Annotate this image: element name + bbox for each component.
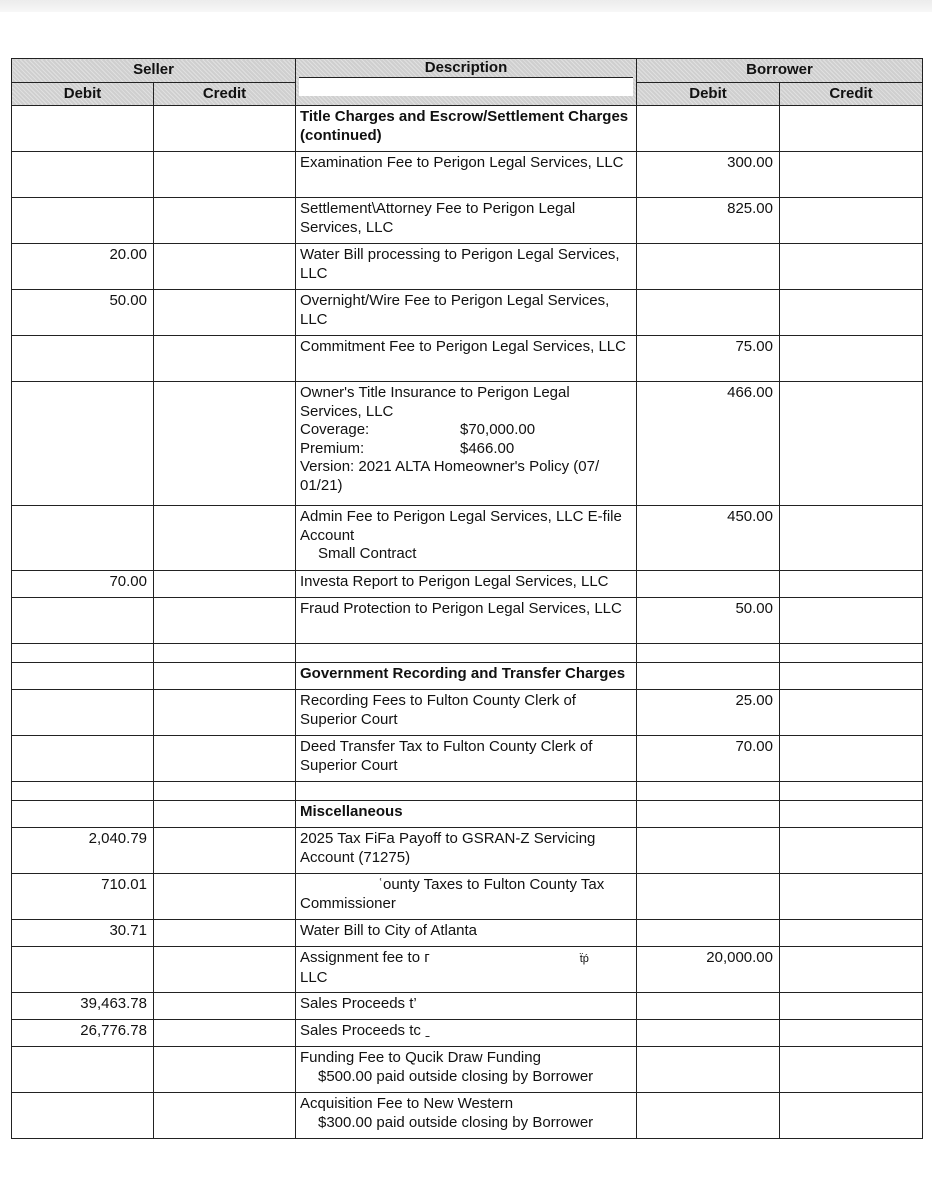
borrower-debit-cell <box>637 801 780 828</box>
borrower-debit-cell: 70.00 <box>637 736 780 782</box>
seller-debit-cell: 710.01 <box>12 874 154 920</box>
table-row <box>12 598 923 644</box>
seller-credit-cell <box>154 993 296 1020</box>
seller-debit-cell <box>12 198 154 244</box>
seller-debit-cell <box>12 736 154 782</box>
description-cell: Sales Proceeds tc ˍ <box>296 1020 637 1047</box>
borrower-debit-cell <box>637 1020 780 1047</box>
description-cell: Examination Fee to Perigon Legal Services, LLC <box>296 152 637 198</box>
description-cell: Recording Fees to Fulton County Clerk of Superior Court <box>296 690 637 736</box>
seller-debit-cell: 30.71 <box>12 920 154 947</box>
seller-debit-cell <box>12 1047 154 1093</box>
description-cell: Fraud Protection to Perigon Legal Services, LLC <box>296 598 637 644</box>
table-row <box>12 244 923 290</box>
coverage-value: $70,000.00 <box>460 421 536 438</box>
borrower-credit-cell <box>780 663 923 690</box>
table-row <box>12 198 923 244</box>
description-cell: 2025 Tax FiFa Payoff to GSRAN-Z Servicing Account (71275) <box>296 828 637 874</box>
seller-debit-cell <box>12 598 154 644</box>
borrower-credit-cell <box>780 1047 923 1093</box>
borrower-credit-cell <box>780 993 923 1020</box>
scan-top-edge <box>0 0 932 12</box>
blank-row <box>12 644 923 663</box>
borrower-debit-cell <box>637 571 780 598</box>
borrower-credit-cell <box>780 290 923 336</box>
section-heading: Title Charges and Escrow/Settlement Charges (continued) <box>296 106 637 152</box>
seller-debit-cell: 50.00 <box>12 290 154 336</box>
table-row <box>12 874 923 920</box>
description-text-fragment: ẗṕ <box>579 953 589 965</box>
seller-header: Seller <box>12 59 296 83</box>
borrower-debit-cell: 466.00 <box>637 382 780 506</box>
description-text-visible: ʿounty Taxes to Fulton County Tax <box>378 876 605 893</box>
blank-row <box>12 782 923 801</box>
borrower-credit-cell <box>780 920 923 947</box>
seller-debit-cell: 20.00 <box>12 244 154 290</box>
table-row <box>12 106 923 152</box>
seller-debit-cell: 2,040.79 <box>12 828 154 874</box>
seller-debit-cell <box>12 152 154 198</box>
seller-credit-cell <box>154 690 296 736</box>
description-cell: Investa Report to Perigon Legal Services, LLC <box>296 571 637 598</box>
borrower-debit-cell <box>637 106 780 152</box>
seller-credit-cell <box>154 152 296 198</box>
table-row <box>12 993 923 1020</box>
description-cell <box>296 874 637 920</box>
borrower-credit-cell <box>780 874 923 920</box>
policy-version: Version: 2021 ALTA Homeowner's Policy (07/ 01/21) <box>300 458 600 494</box>
borrower-credit-cell <box>780 198 923 244</box>
borrower-credit-cell <box>780 336 923 382</box>
borrower-credit-cell <box>780 1093 923 1139</box>
seller-debit-cell <box>12 947 154 993</box>
description-note: Small Contract <box>318 545 417 562</box>
borrower-credit-cell <box>780 801 923 828</box>
borrower-credit-header: Credit <box>780 82 923 106</box>
coverage-label: Coverage: <box>300 421 370 438</box>
seller-debit-cell: 26,776.78 <box>12 1020 154 1047</box>
seller-credit-cell <box>154 1093 296 1139</box>
borrower-credit-cell <box>780 152 923 198</box>
seller-debit-cell <box>12 106 154 152</box>
description-cell <box>296 506 637 571</box>
borrower-credit-cell <box>780 106 923 152</box>
table-row <box>12 506 923 571</box>
borrower-debit-cell: 825.00 <box>637 198 780 244</box>
seller-debit-cell <box>12 1093 154 1139</box>
description-note: $300.00 paid outside closing by Borrower <box>318 1113 594 1131</box>
table-row <box>12 336 923 382</box>
borrower-debit-cell <box>637 874 780 920</box>
borrower-debit-cell <box>637 828 780 874</box>
table-row <box>12 736 923 782</box>
borrower-credit-cell <box>780 571 923 598</box>
description-cell: Sales Proceeds t’ <box>296 993 637 1020</box>
seller-debit-cell <box>12 801 154 828</box>
borrower-debit-cell <box>637 920 780 947</box>
borrower-credit-cell <box>780 947 923 993</box>
description-cell: Overnight/Wire Fee to Perigon Legal Services, LLC <box>296 290 637 336</box>
seller-credit-cell <box>154 874 296 920</box>
redaction-mark <box>300 877 378 893</box>
description-text <box>300 876 632 895</box>
premium-label: Premium: <box>300 439 365 457</box>
description-cell <box>296 382 637 506</box>
borrower-header: Borrower <box>637 59 923 83</box>
description-text: Funding Fee to Qucik Draw Funding <box>300 1049 541 1066</box>
description-note: $500.00 paid outside closing by Borrower <box>318 1067 594 1085</box>
borrower-debit-cell <box>637 290 780 336</box>
borrower-credit-cell <box>780 690 923 736</box>
borrower-debit-cell <box>637 244 780 290</box>
seller-credit-cell <box>154 663 296 690</box>
redaction-mark <box>430 950 580 966</box>
seller-debit-cell <box>12 336 154 382</box>
description-text: Acquisition Fee to New Western <box>300 1095 514 1112</box>
description-cell: Water Bill processing to Perigon Legal Services, LLC <box>296 244 637 290</box>
description-text-line2: LLC <box>300 968 328 986</box>
borrower-debit-cell: 75.00 <box>637 336 780 382</box>
table-row <box>12 828 923 874</box>
seller-credit-header: Credit <box>154 82 296 106</box>
seller-credit-cell <box>154 947 296 993</box>
seller-credit-cell <box>154 571 296 598</box>
borrower-credit-cell <box>780 382 923 506</box>
borrower-debit-cell <box>637 1047 780 1093</box>
seller-credit-cell <box>154 1047 296 1093</box>
description-cell <box>296 1047 637 1093</box>
description-header-blank <box>299 77 633 96</box>
description-header <box>296 59 637 106</box>
borrower-debit-cell <box>637 993 780 1020</box>
description-cell: Water Bill to City of Atlanta <box>296 920 637 947</box>
seller-debit-cell <box>12 506 154 571</box>
description-text-visible: Assignment fee to г <box>300 949 430 966</box>
premium-value: $466.00 <box>460 439 515 457</box>
description-text: Owner's Title Insurance to Perigon Legal Services, LLC <box>300 384 570 420</box>
table-row <box>12 1093 923 1139</box>
seller-debit-cell <box>12 663 154 690</box>
description-header-label: Description <box>424 59 508 76</box>
borrower-credit-cell <box>780 828 923 874</box>
borrower-debit-cell: 25.00 <box>637 690 780 736</box>
borrower-debit-cell <box>637 1093 780 1139</box>
seller-credit-cell <box>154 106 296 152</box>
borrower-debit-cell: 300.00 <box>637 152 780 198</box>
seller-debit-cell <box>12 382 154 506</box>
table-row <box>12 571 923 598</box>
seller-credit-cell <box>154 336 296 382</box>
seller-credit-cell <box>154 801 296 828</box>
description-cell <box>296 947 637 993</box>
borrower-credit-cell <box>780 244 923 290</box>
seller-credit-cell <box>154 598 296 644</box>
table-row <box>12 947 923 993</box>
borrower-debit-cell <box>637 663 780 690</box>
header-row-top <box>12 59 923 83</box>
section-heading: Miscellaneous <box>296 801 637 828</box>
description-cell: Settlement\Attorney Fee to Perigon Legal Services, LLC <box>296 198 637 244</box>
description-cell <box>296 1093 637 1139</box>
table-row <box>12 1047 923 1093</box>
seller-credit-cell <box>154 244 296 290</box>
settlement-statement <box>11 58 922 1158</box>
table-row <box>12 290 923 336</box>
table-row <box>12 801 923 828</box>
table-row <box>12 663 923 690</box>
borrower-credit-cell <box>780 1020 923 1047</box>
description-cell: Deed Transfer Tax to Fulton County Clerk of Superior Court <box>296 736 637 782</box>
seller-credit-cell <box>154 828 296 874</box>
seller-credit-cell <box>154 1020 296 1047</box>
description-text-line2: Commissioner <box>300 894 396 912</box>
borrower-debit-header: Debit <box>637 82 780 106</box>
borrower-credit-cell <box>780 506 923 571</box>
seller-credit-cell <box>154 290 296 336</box>
table-row <box>12 382 923 506</box>
premium-line <box>300 440 632 459</box>
description-cell: Commitment Fee to Perigon Legal Services, LLC <box>296 336 637 382</box>
table-row <box>12 920 923 947</box>
borrower-credit-cell <box>780 598 923 644</box>
description-text <box>300 949 632 969</box>
seller-credit-cell <box>154 506 296 571</box>
seller-credit-cell <box>154 736 296 782</box>
borrower-debit-cell: 50.00 <box>637 598 780 644</box>
seller-credit-cell <box>154 920 296 947</box>
section-heading: Government Recording and Transfer Charges <box>296 663 637 690</box>
seller-debit-cell: 39,463.78 <box>12 993 154 1020</box>
borrower-debit-cell: 20,000.00 <box>637 947 780 993</box>
coverage-line <box>300 421 632 440</box>
description-text: Admin Fee to Perigon Legal Services, LLC E-file Account <box>300 508 622 544</box>
table-row <box>12 690 923 736</box>
seller-credit-cell <box>154 198 296 244</box>
seller-debit-cell: 70.00 <box>12 571 154 598</box>
table-row <box>12 152 923 198</box>
charges-table <box>11 58 923 1139</box>
seller-debit-header: Debit <box>12 82 154 106</box>
seller-debit-cell <box>12 690 154 736</box>
seller-credit-cell <box>154 382 296 506</box>
borrower-debit-cell: 450.00 <box>637 506 780 571</box>
table-row <box>12 1020 923 1047</box>
borrower-credit-cell <box>780 736 923 782</box>
